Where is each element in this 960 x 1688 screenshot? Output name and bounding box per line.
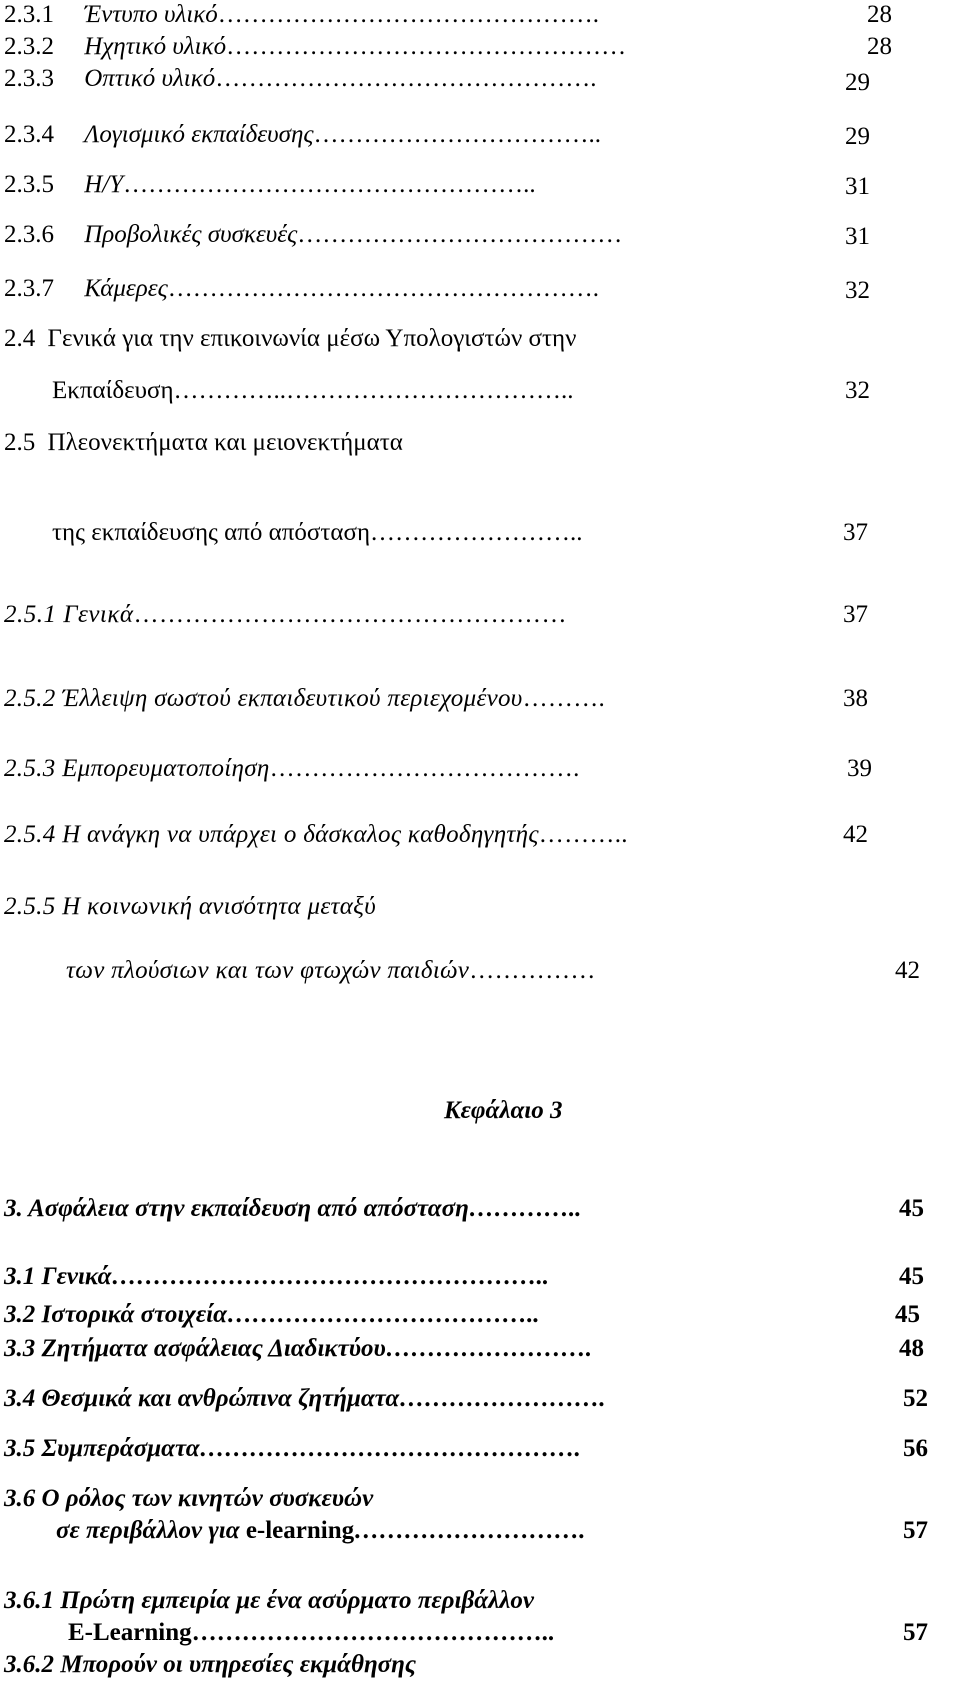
entry-title: των πλούσιων και των φτωχών παιδιών	[66, 957, 470, 984]
entry-title: Λογισμικό εκπαίδευσης	[84, 121, 314, 148]
toc-entry-2-3-1	[4, 2, 599, 27]
entry-number: 3.6.1	[4, 1587, 54, 1614]
entry-title: Ο ρόλος των κινητών συσκευών	[41, 1485, 374, 1512]
entry-title: Ζητήματα ασφάλειας Διαδικτύου	[41, 1335, 386, 1362]
entry-title-latin: e-learning	[245, 1517, 355, 1544]
entry-page: 28	[867, 33, 892, 60]
entry-leader: ……….	[522, 685, 606, 712]
entry-page: 56	[903, 1435, 928, 1462]
toc-entry-3-6-1-cont	[68, 1620, 554, 1645]
entry-leader: ……………………………………………	[133, 601, 567, 628]
entry-leader: ……………………………………….	[215, 65, 597, 92]
entry-title: Προβολικές συσκευές	[84, 221, 298, 248]
entry-number: 2.3.4	[4, 121, 54, 148]
entry-page: 42	[843, 821, 868, 848]
toc-entry-2-3-3	[4, 66, 596, 91]
entry-title: Ηχητικό υλικό	[84, 33, 227, 60]
entry-title: Συμπεράσματα	[41, 1435, 200, 1462]
entry-title: Γενικά για την επικοινωνία μέσω Υπολογιστών στην	[47, 325, 577, 352]
entry-title: Θεσμικά και ανθρώπινα ζητήματα	[41, 1385, 400, 1412]
toc-entry-2-5-3	[4, 756, 580, 781]
entry-number: 2.3.2	[4, 33, 54, 60]
entry-page: 38	[843, 685, 868, 712]
entry-title: σε περιβάλλον για	[56, 1517, 246, 1544]
entry-title: Έντυπο υλικό	[84, 1, 218, 28]
entry-title: E-Learning	[68, 1619, 192, 1646]
entry-title: Γενικά	[41, 1263, 112, 1290]
entry-number: 3.5	[4, 1435, 36, 1462]
entry-page: 28	[867, 1, 892, 28]
entry-leader: …………………….	[399, 1385, 606, 1412]
entry-leader: …………………………………	[297, 221, 623, 248]
entry-leader: …………………….	[385, 1335, 593, 1362]
chapter-heading: Κεφάλαιο 3	[444, 1097, 563, 1124]
entry-title: Η ανάγκη να υπάρχει ο δάσκαλος καθοδηγητής	[62, 821, 539, 848]
toc-entry-3-6-cont	[56, 1518, 585, 1543]
entry-leader: ……………………………….	[269, 755, 580, 782]
entry-page: 45	[899, 1195, 924, 1222]
entry-leader: ……………………………………..	[191, 1619, 555, 1646]
toc-entry-3-3	[4, 1336, 592, 1361]
entry-title: Εκπαίδευση	[52, 377, 174, 404]
entry-leader: ……………………………..	[313, 121, 601, 148]
toc-entry-3	[4, 1196, 581, 1221]
entry-number: 2.3.5	[4, 171, 54, 198]
toc-entry-2-3-4	[4, 122, 601, 147]
toc-entry-2-3-6	[4, 222, 622, 247]
entry-leader: ……………………..	[370, 519, 583, 546]
entry-number: 3.	[4, 1195, 23, 1222]
entry-leader: …………………………………………	[226, 33, 627, 60]
entry-leader: …………..	[468, 1195, 582, 1222]
entry-page: 37	[843, 519, 868, 546]
entry-page: 32	[845, 377, 870, 404]
toc-entry-2-4-cont	[52, 378, 574, 403]
toc-entry-2-3-2	[4, 34, 626, 59]
entry-leader: ……………	[469, 957, 596, 984]
entry-leader: ……………………………………….	[217, 1, 600, 28]
entry-title: Η/Υ	[84, 171, 124, 198]
toc-entry-2-4	[4, 326, 576, 351]
toc-entry-2-5-5-cont	[66, 958, 596, 983]
entry-number: 2.5.4	[4, 821, 56, 848]
entry-leader: …………………………………………….	[167, 275, 599, 302]
entry-title: Η κοινωνική ανισότητα μεταξύ	[62, 893, 376, 920]
entry-number: 2.4	[4, 325, 36, 352]
toc-entry-3-2	[4, 1302, 539, 1327]
toc-entry-2-5	[4, 430, 403, 455]
entry-page: 42	[895, 957, 920, 984]
toc-entry-2-5-1	[4, 602, 567, 627]
toc-entry-3-4	[4, 1386, 606, 1411]
entry-title: Ιστορικά στοιχεία	[41, 1301, 227, 1328]
entry-number: 3.6.2	[4, 1651, 54, 1678]
entry-page: 57	[903, 1517, 928, 1544]
entry-leader: …………………………………………..	[123, 171, 536, 198]
toc-entry-3-1	[4, 1264, 549, 1289]
entry-number: 3.3	[4, 1335, 36, 1362]
entry-number: 2.3.7	[4, 275, 54, 302]
entry-number: 2.3.1	[4, 1, 54, 28]
entry-number: 2.5.2	[4, 685, 56, 712]
entry-leader: …………..……………………………..	[173, 377, 574, 404]
entry-leader: ………..	[538, 821, 628, 848]
entry-page: 37	[843, 601, 868, 628]
entry-page: 57	[903, 1619, 928, 1646]
entry-number: 3.4	[4, 1385, 36, 1412]
entry-number: 2.5.5	[4, 893, 56, 920]
entry-leader: ……………………………………….	[199, 1435, 581, 1462]
entry-number: 2.3.3	[4, 65, 54, 92]
entry-page: 52	[903, 1385, 928, 1412]
toc-entry-3-5	[4, 1436, 581, 1461]
toc-entry-3-6-1	[4, 1588, 534, 1613]
toc-entry-2-5-cont	[52, 520, 583, 545]
toc-entry-2-5-2	[4, 686, 605, 711]
toc-entry-2-3-5	[4, 172, 536, 197]
entry-page: 48	[899, 1335, 924, 1362]
toc-entry-2-3-7	[4, 276, 599, 301]
entry-page: 32	[845, 277, 870, 304]
entry-title: Οπτικό υλικό	[84, 65, 216, 92]
toc-entry-2-5-4	[4, 822, 628, 847]
entry-leader: ……………………….	[354, 1517, 586, 1544]
entry-page: 31	[845, 223, 870, 250]
entry-title: Γενικά	[63, 601, 134, 628]
entry-page: 29	[845, 123, 870, 150]
entry-number: 3.1	[4, 1263, 36, 1290]
entry-title: Κάμερες	[84, 275, 168, 302]
entry-page: 45	[899, 1263, 924, 1290]
entry-number: 2.5	[4, 429, 36, 456]
entry-page: 39	[847, 755, 872, 782]
entry-number: 2.5.1	[4, 601, 57, 628]
entry-title: της εκπαίδευσης από απόσταση	[52, 519, 371, 546]
entry-title: Πρώτη εμπειρία με ένα ασύρματο περιβάλλον	[60, 1587, 534, 1614]
entry-leader: ………………………………..	[226, 1301, 540, 1328]
entry-title: Εμπορευματοποίηση	[62, 755, 270, 782]
entry-page: 45	[895, 1301, 920, 1328]
entry-title: Έλλειψη σωστού εκπαιδευτικού περιεχομένου	[62, 685, 523, 712]
entry-leader: ……………………………………………..	[111, 1263, 549, 1290]
entry-number: 3.2	[4, 1301, 36, 1328]
entry-title: Μπορούν οι υπηρεσίες εκμάθησης	[60, 1651, 417, 1678]
entry-page: 31	[845, 173, 870, 200]
toc-entry-2-5-5	[4, 894, 376, 919]
entry-number: 2.3.6	[4, 221, 54, 248]
toc-entry-3-6	[4, 1486, 373, 1511]
entry-number: 3.6	[4, 1485, 36, 1512]
entry-title: Πλεονεκτήματα και μειονεκτήματα	[47, 429, 403, 456]
entry-number: 2.5.3	[4, 755, 56, 782]
toc-entry-3-6-2	[4, 1652, 416, 1677]
entry-title: Ασφάλεια στην εκπαίδευση από απόσταση	[28, 1195, 469, 1222]
entry-page: 29	[845, 69, 870, 96]
